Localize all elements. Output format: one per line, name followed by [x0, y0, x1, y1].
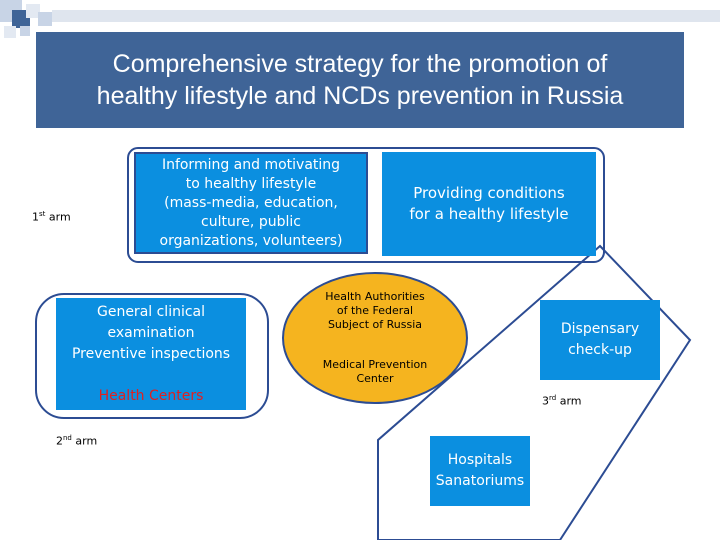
first-arm-num: 1	[32, 210, 39, 224]
dispensary-box	[540, 300, 660, 380]
conditions-text: Providing conditions for a healthy lifestyle	[409, 184, 569, 223]
page-title: Comprehensive strategy for the promotion of healthy lifestyle and NCDs prevention in Russia	[96, 50, 624, 110]
clinical-box	[56, 298, 246, 410]
informing-text: Informing and motivating to healthy lifestyle (mass-media, education, culture, public organizations, volunteers)	[159, 156, 343, 249]
conditions-box	[382, 152, 596, 256]
third-arm-sup: rd	[549, 394, 557, 402]
first-arm-sup: st	[39, 210, 46, 218]
third-arm-word: arm	[559, 394, 582, 408]
dispensary-text: Dispensary check-up	[560, 321, 640, 358]
oval-center-text: Medical Prevention Center	[322, 358, 428, 385]
first-arm-word: arm	[48, 210, 71, 224]
second-arm-word: arm	[75, 434, 98, 448]
hospitals-box	[430, 436, 530, 506]
hospitals-text: Hospitals Sanatoriums	[435, 452, 525, 489]
third-arm-num: 3	[542, 394, 549, 408]
informing-box	[134, 152, 368, 254]
second-arm-num: 2	[56, 434, 63, 448]
first-arm-label	[32, 210, 71, 224]
second-arm-label	[56, 434, 97, 448]
second-arm-sup: nd	[63, 434, 72, 442]
oval-authorities-text: Health Authorities of the Federal Subject of Russia	[325, 290, 425, 331]
health-centers-text: Health Centers	[98, 387, 204, 404]
clinical-text-wrap	[72, 281, 230, 428]
clinical-text: General clinical examination Preventive inspections	[71, 303, 231, 362]
third-arm-label	[542, 394, 582, 408]
